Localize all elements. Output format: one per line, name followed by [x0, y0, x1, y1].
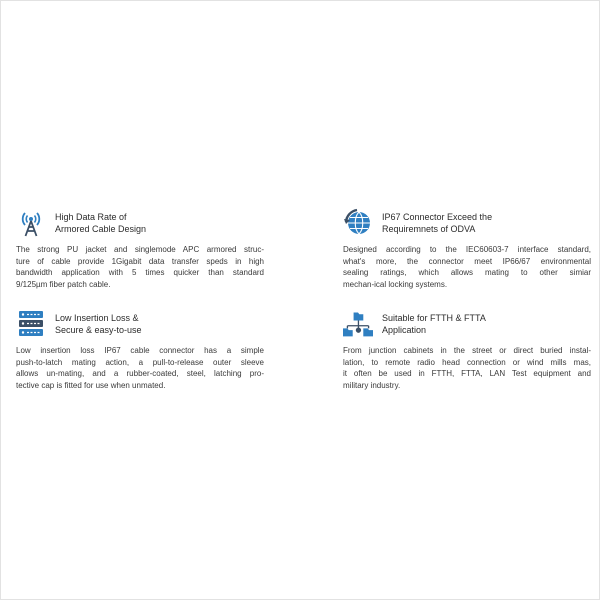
feature-description — [343, 244, 591, 290]
network-folders-icon — [343, 309, 373, 339]
feature-ip67-connector — [343, 206, 591, 290]
antenna-tower-icon — [16, 208, 46, 238]
feature-title — [55, 312, 142, 336]
description-line: Low insertion loss IP67 cable connector has a simple — [16, 346, 264, 355]
globe-refresh-icon — [343, 208, 373, 238]
feature-title-line: Armored Cable Design — [55, 224, 147, 234]
description-line: military industry. — [343, 380, 401, 390]
description-line: allows un-mating, and a rubber-coated, steel, latching pro- — [16, 369, 264, 379]
description-line: bandwidth application with 5 times quicker than standard — [16, 268, 264, 278]
feature-title-line: Requiremnets of ODVA — [382, 224, 476, 234]
feature-description — [16, 244, 264, 290]
description-line: tective cap is fitted for use when unmated. — [16, 380, 166, 390]
feature-low-insertion-loss — [16, 307, 264, 391]
feature-header — [16, 307, 264, 341]
feature-title-line: Low Insertion Loss & — [55, 313, 139, 323]
description-line: From junction cabinets in the street or direct buried instal- — [343, 346, 591, 355]
feature-header — [16, 206, 264, 240]
description-line: sealing ratings, which allows mating to other simiar — [343, 268, 591, 278]
feature-title — [55, 211, 146, 235]
feature-title-line: IP67 Connector Exceed the — [382, 212, 493, 222]
description-line: what's more, the connector meet IP66/67 environmental — [343, 256, 591, 266]
feature-data-rate — [16, 206, 264, 290]
description-line: 9/125µm fiber patch cable. — [16, 279, 111, 289]
feature-description — [16, 345, 264, 391]
feature-header — [343, 206, 591, 240]
feature-description — [343, 345, 591, 391]
description-line: mechan-ical locking systems. — [343, 279, 448, 289]
description-line: lation, to remote radio head connection or wind mills mas, — [343, 357, 591, 367]
feature-title — [382, 312, 486, 336]
feature-title-line: High Data Rate of — [55, 212, 127, 222]
feature-title — [382, 211, 492, 235]
feature-title-line: Secure & easy-to-use — [55, 325, 142, 335]
server-stack-icon — [16, 309, 46, 339]
description-line: ture of cable provide 1Gigabit data transfer speds in high — [16, 256, 264, 266]
description-line: The strong PU jacket and singlemode APC armored struc- — [16, 245, 264, 254]
feature-title-line: Application — [382, 325, 427, 335]
description-line: push-to-latch mating action, a pull-to-release outer sleeve — [16, 357, 264, 367]
feature-ftth-ftta — [343, 307, 591, 391]
feature-title-line: Suitable for FTTH & FTTA — [382, 313, 486, 323]
feature-header — [343, 307, 591, 341]
description-line: Designed according to the IEC60603-7 interface standard, — [343, 245, 591, 254]
description-line: it often be used in FTTH, FTTA, LAN Test equipment and — [343, 369, 591, 379]
